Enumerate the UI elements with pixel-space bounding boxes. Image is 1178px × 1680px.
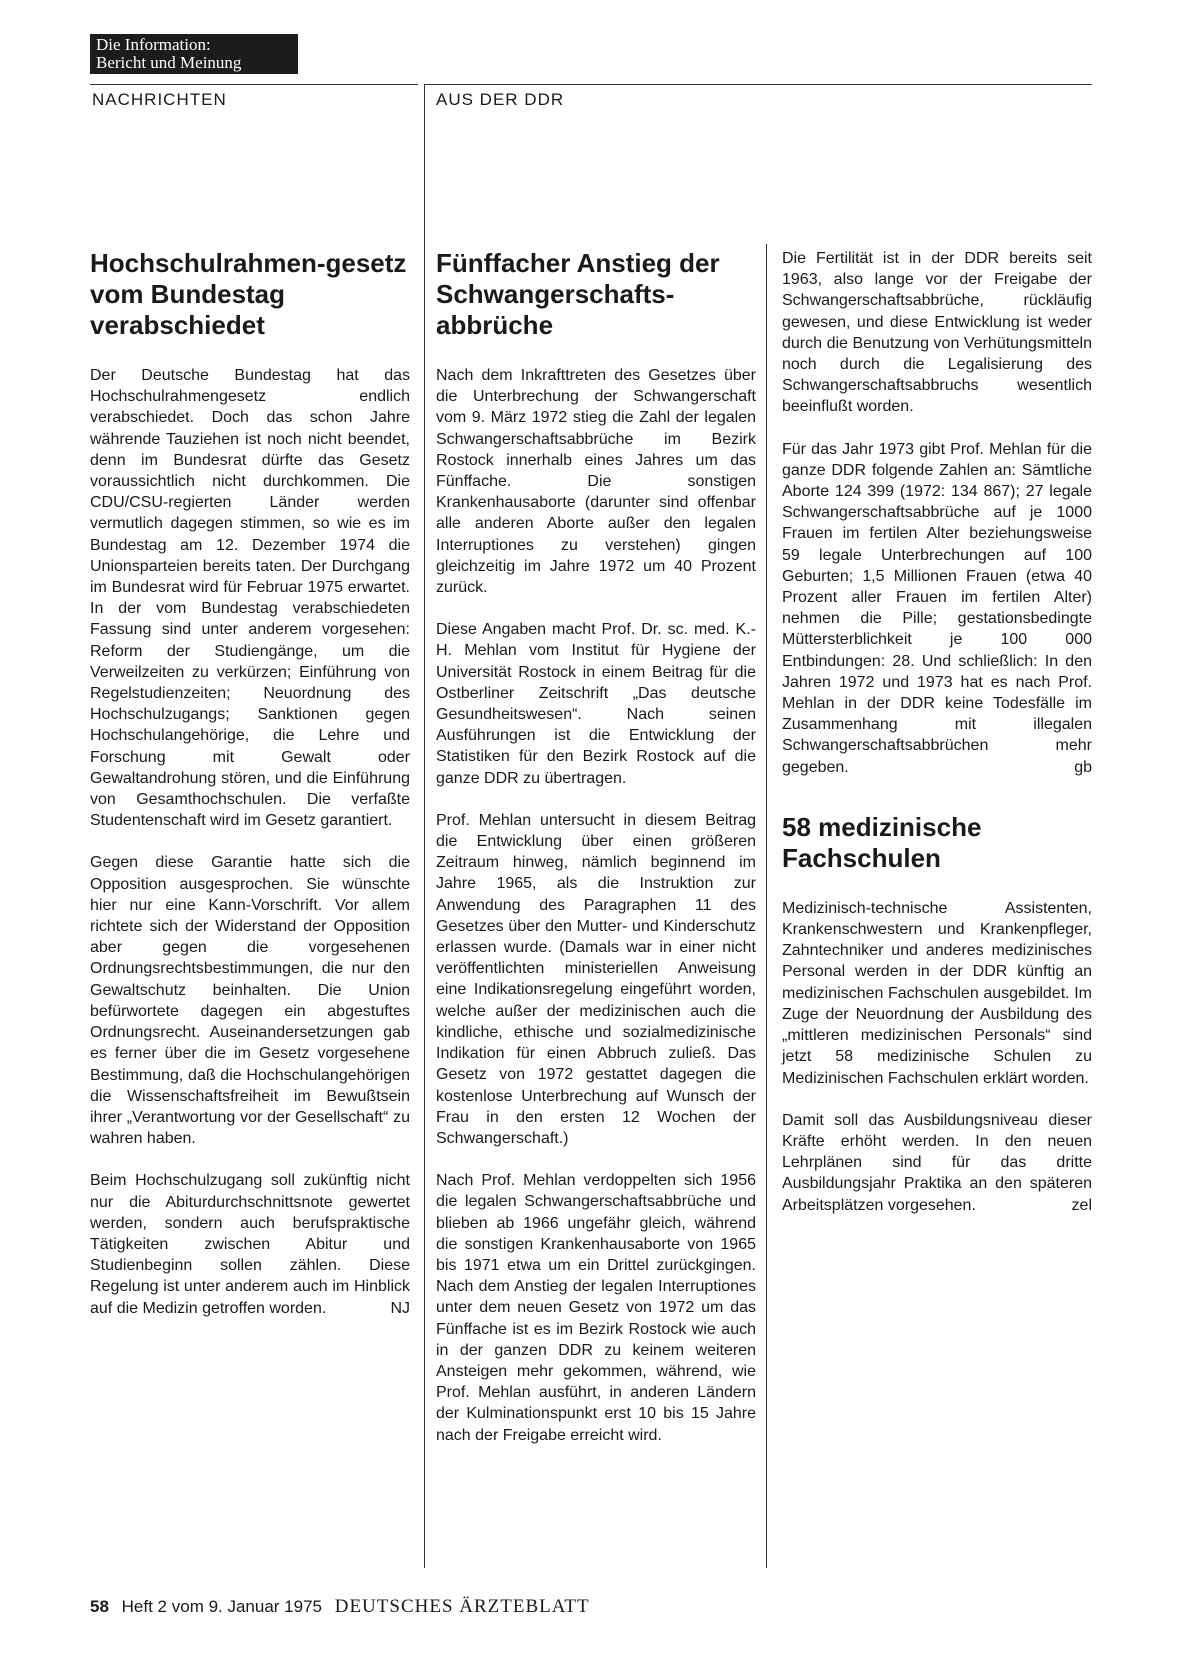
page-footer — [90, 1596, 590, 1618]
article-paragraph: Nach Prof. Mehlan verdoppelten sich 1956 die legalen Schwangerschaftsabbrüche und blieben ab 1966 ungefähr gleich, während die sonstigen Krankenhausaborte von 1965 bis 1971 etwa um ein Drittel zurückgingen. Nach dem Anstieg der legalen Interruptiones unter dem neuen Gesetz von 1972 um das Fünffache ist es im Bezirk Rostock wie auch in der ganzen DDR zu keinem weiteren Ansteigen mehr gekommen, während, wie Prof. Mehlan ausführt, in anderen Ländern der Kulminationspunkt erst 10 bis 15 Jahre nach der Freigabe erreicht wird. — [436, 1172, 756, 1444]
article-schwangerschaftsabbrueche — [436, 248, 756, 1467]
section-heading-left: NACHRICHTEN — [92, 90, 227, 109]
author-signature: zel — [1071, 1196, 1092, 1214]
page-number: 58 — [90, 1597, 109, 1616]
section-heading-right: AUS DER DDR — [436, 90, 565, 109]
author-signature: gb — [1074, 758, 1092, 776]
magazine-name: DEUTSCHES ÄRZTEBLATT — [334, 1596, 590, 1617]
article-paragraph: Prof. Mehlan untersucht in diesem Beitrag die Entwicklung über einen größeren Zeitraum hinweg, nämlich beginnend im Jahre 1965, als die Instruktion zur Anwendung des Paragraphen 11 des Gesetzes über den Mutter- und Kinderschutz erlassen wurde. (Damals war in einer nicht veröffentlichten ministeriellen Anweisung eine Indikationsregelung eingeführt worden, welche außer der medizinischen auch die kindliche, ethische und sozialmedizinische Indikation für einen Abbruch zuließ. Das Gesetz von 1972 gestattet dagegen die kostenlose Unterbrechung auf Wunsch der Frau in den ersten 12 Wochen der Schwangerschaft.) — [436, 811, 756, 1147]
article-paragraph — [782, 1110, 1092, 1216]
article-paragraph-text: Für das Jahr 1973 gibt Prof. Mehlan für die ganze DDR folgende Zahlen an: Sämtliche Aborte 124 399 (1972: 134 867); 27 legale Schwangerschaftsabbrüche auf je 1000 Frauen im fertilen Alter beziehungsweise 59 legale Unterbrechungen auf 100 Geburten; 1,5 Millionen Frauen (etwa 40 Prozent aller Frauen im fertilen Alter) nehmen die Pille; gestationsbedingte Müttersterblichkeit je 100 000 Entbindungen: 28. Und schließlich: In den Jahren 1972 und 1973 hat es nach Prof. Mehlan in der DDR keine Todesfälle im Zusammenhang mit illegalen Schwangerschaftsabbrüchen mehr gegeben. — [782, 440, 1092, 776]
column-divider-2 — [766, 244, 767, 1568]
section-label-line2: Bericht und Meinung — [96, 53, 242, 72]
article-hochschulrahmengesetz — [90, 248, 410, 1340]
article-paragraph-text: Damit soll das Ausbildungsniveau dieser Kräfte erhöht werden. In den neuen Lehrplänen sind für das dritte Ausbildungsjahr Praktika an den späteren Arbeitsplätzen vorgesehen. — [782, 1111, 1092, 1214]
article-paragraph: Gegen diese Garantie hatte sich die Opposition ausgesprochen. Sie wünschte hier nur eine Kann-Vorschrift. Vor allem richtete sich der Widerstand der Opposition aber gegen die vorgesehenen Ordnungsrechtsbestimmungen, die nur den Gewaltschutz beinhalten. Die Union befürwortete dagegen ein abgestuftes Ordnungsrecht. Auseinandersetzungen gab es ferner über die im Gesetz vorgesehene Bestimmung, daß die Hochschulangehörigen die Wissenschaftsfreiheit im Bewußtsein ihrer „Verantwortung vor der Gesellschaft“ zu wahren haben. — [90, 854, 410, 1148]
section-label-box — [90, 34, 298, 74]
article-paragraph-text: Beim Hochschulzugang soll zukünftig nicht nur die Abiturdurchschnittsnote gewertet werden, sondern auch berufspraktische Tätigkeiten zwischen Abitur und Studienbeginn sollen zählen. Diese Regelung ist unter anderem auch im Hinblick auf die Medizin getroffen worden. — [90, 1172, 410, 1317]
section-label-line1: Die Information: — [96, 35, 211, 54]
article-paragraph: Der Deutsche Bundestag hat das Hochschulrahmengesetz endlich verabschiedet. Doch das schon Jahre währende Tauziehen ist noch nicht beendet, denn im Bundesrat dürfte das Gesetz voraussichtlich nicht durchkommen. Die CDU/CSU-regierten Länder werden vermutlich dagegen stimmen, so wie es im Bundestag am 12. Dezember 1974 die Unionsparteien bereits taten. Der Durchgang im Bundesrat wird für Februar 1975 erwartet. In der vom Bundestag verabschiedeten Fassung sind unter anderem vorgesehen: Reform der Studiengänge, um die Verweilzeiten zu verkürzen; Einführung von Regelstudienzeiten; Neuordnung des Hochschulzugangs; Sanktionen gegen Hochschulangehörige, die Lehre und Forschung mit Gewalt oder Gewaltandrohung stören, und die Einführung von Gesamthochschulen. Die verfaßte Studentenschaft wird im Gesetz garantiert. — [90, 367, 410, 830]
article-paragraph: Die Fertilität ist in der DDR bereits seit 1963, also lange vor der Freigabe der Schwangerschaftsabbrüche, rückläufig gewesen, und diese Entwicklung ist weder durch die Benutzung von Verhütungsmitteln noch durch die Legalisierung des Schwangerschaftsabbruchs wesentlich beeinflußt worden. — [782, 250, 1092, 416]
article-paragraph — [90, 1170, 410, 1318]
article-paragraph — [782, 439, 1092, 778]
article-title: 58 medizinische Fachschulen — [782, 811, 982, 873]
article-paragraph: Medizinisch-technische Assistenten, Krankenschwestern und Krankenpfleger, Zahntechniker und anderes medizinisches Personal werden in der DDR künftig an medizinischen Fachschulen ausgebildet. Im Zuge der Neuordnung der Ausbildung des „mittleren medizinischen Personals“ sind jetzt 58 medizinische Schulen zu Medizinischen Fachschulen erklärt worden. — [782, 899, 1092, 1087]
author-signature: NJ — [390, 1299, 410, 1317]
article-title: Fünffacher Anstieg der Schwangerschafts-abbrüche — [436, 248, 720, 340]
header-rule-right — [424, 84, 1092, 85]
header-rule-left — [90, 84, 418, 85]
column-divider-1 — [424, 84, 425, 1568]
article-title: Hochschulrahmen-gesetz vom Bundestag verabschiedet — [90, 248, 407, 340]
article-paragraph: Nach dem Inkrafttreten des Gesetzes über die Unterbrechung der Schwangerschaft vom 9. März 1972 stieg die Zahl der legalen Schwangerschaftsabbrüche im Bezirk Rostock innerhalb eines Jahres um das Fünffache. Die sonstigen Krankenhausaborte (darunter sind offenbar alle anderen Aborte außer den legalen Interruptiones zu verstehen) gingen gleichzeitig im Jahre 1972 um 40 Prozent zurück. — [436, 367, 756, 597]
article-paragraph: Diese Angaben macht Prof. Dr. sc. med. K.-H. Mehlan vom Institut für Hygiene der Universität Rostock in einem Beitrag für die Ostberliner Zeitschrift „Das deutsche Gesundheitswesen“. Nach seinen Ausführungen ist die Entwicklung der Statistiken für den Bezirk Rostock auf die ganze DDR zu übertragen. — [436, 621, 756, 787]
issue-info: Heft 2 vom 9. Januar 1975 — [121, 1597, 322, 1616]
article-schwangerschaftsabbrueche-continued — [782, 248, 1092, 1237]
